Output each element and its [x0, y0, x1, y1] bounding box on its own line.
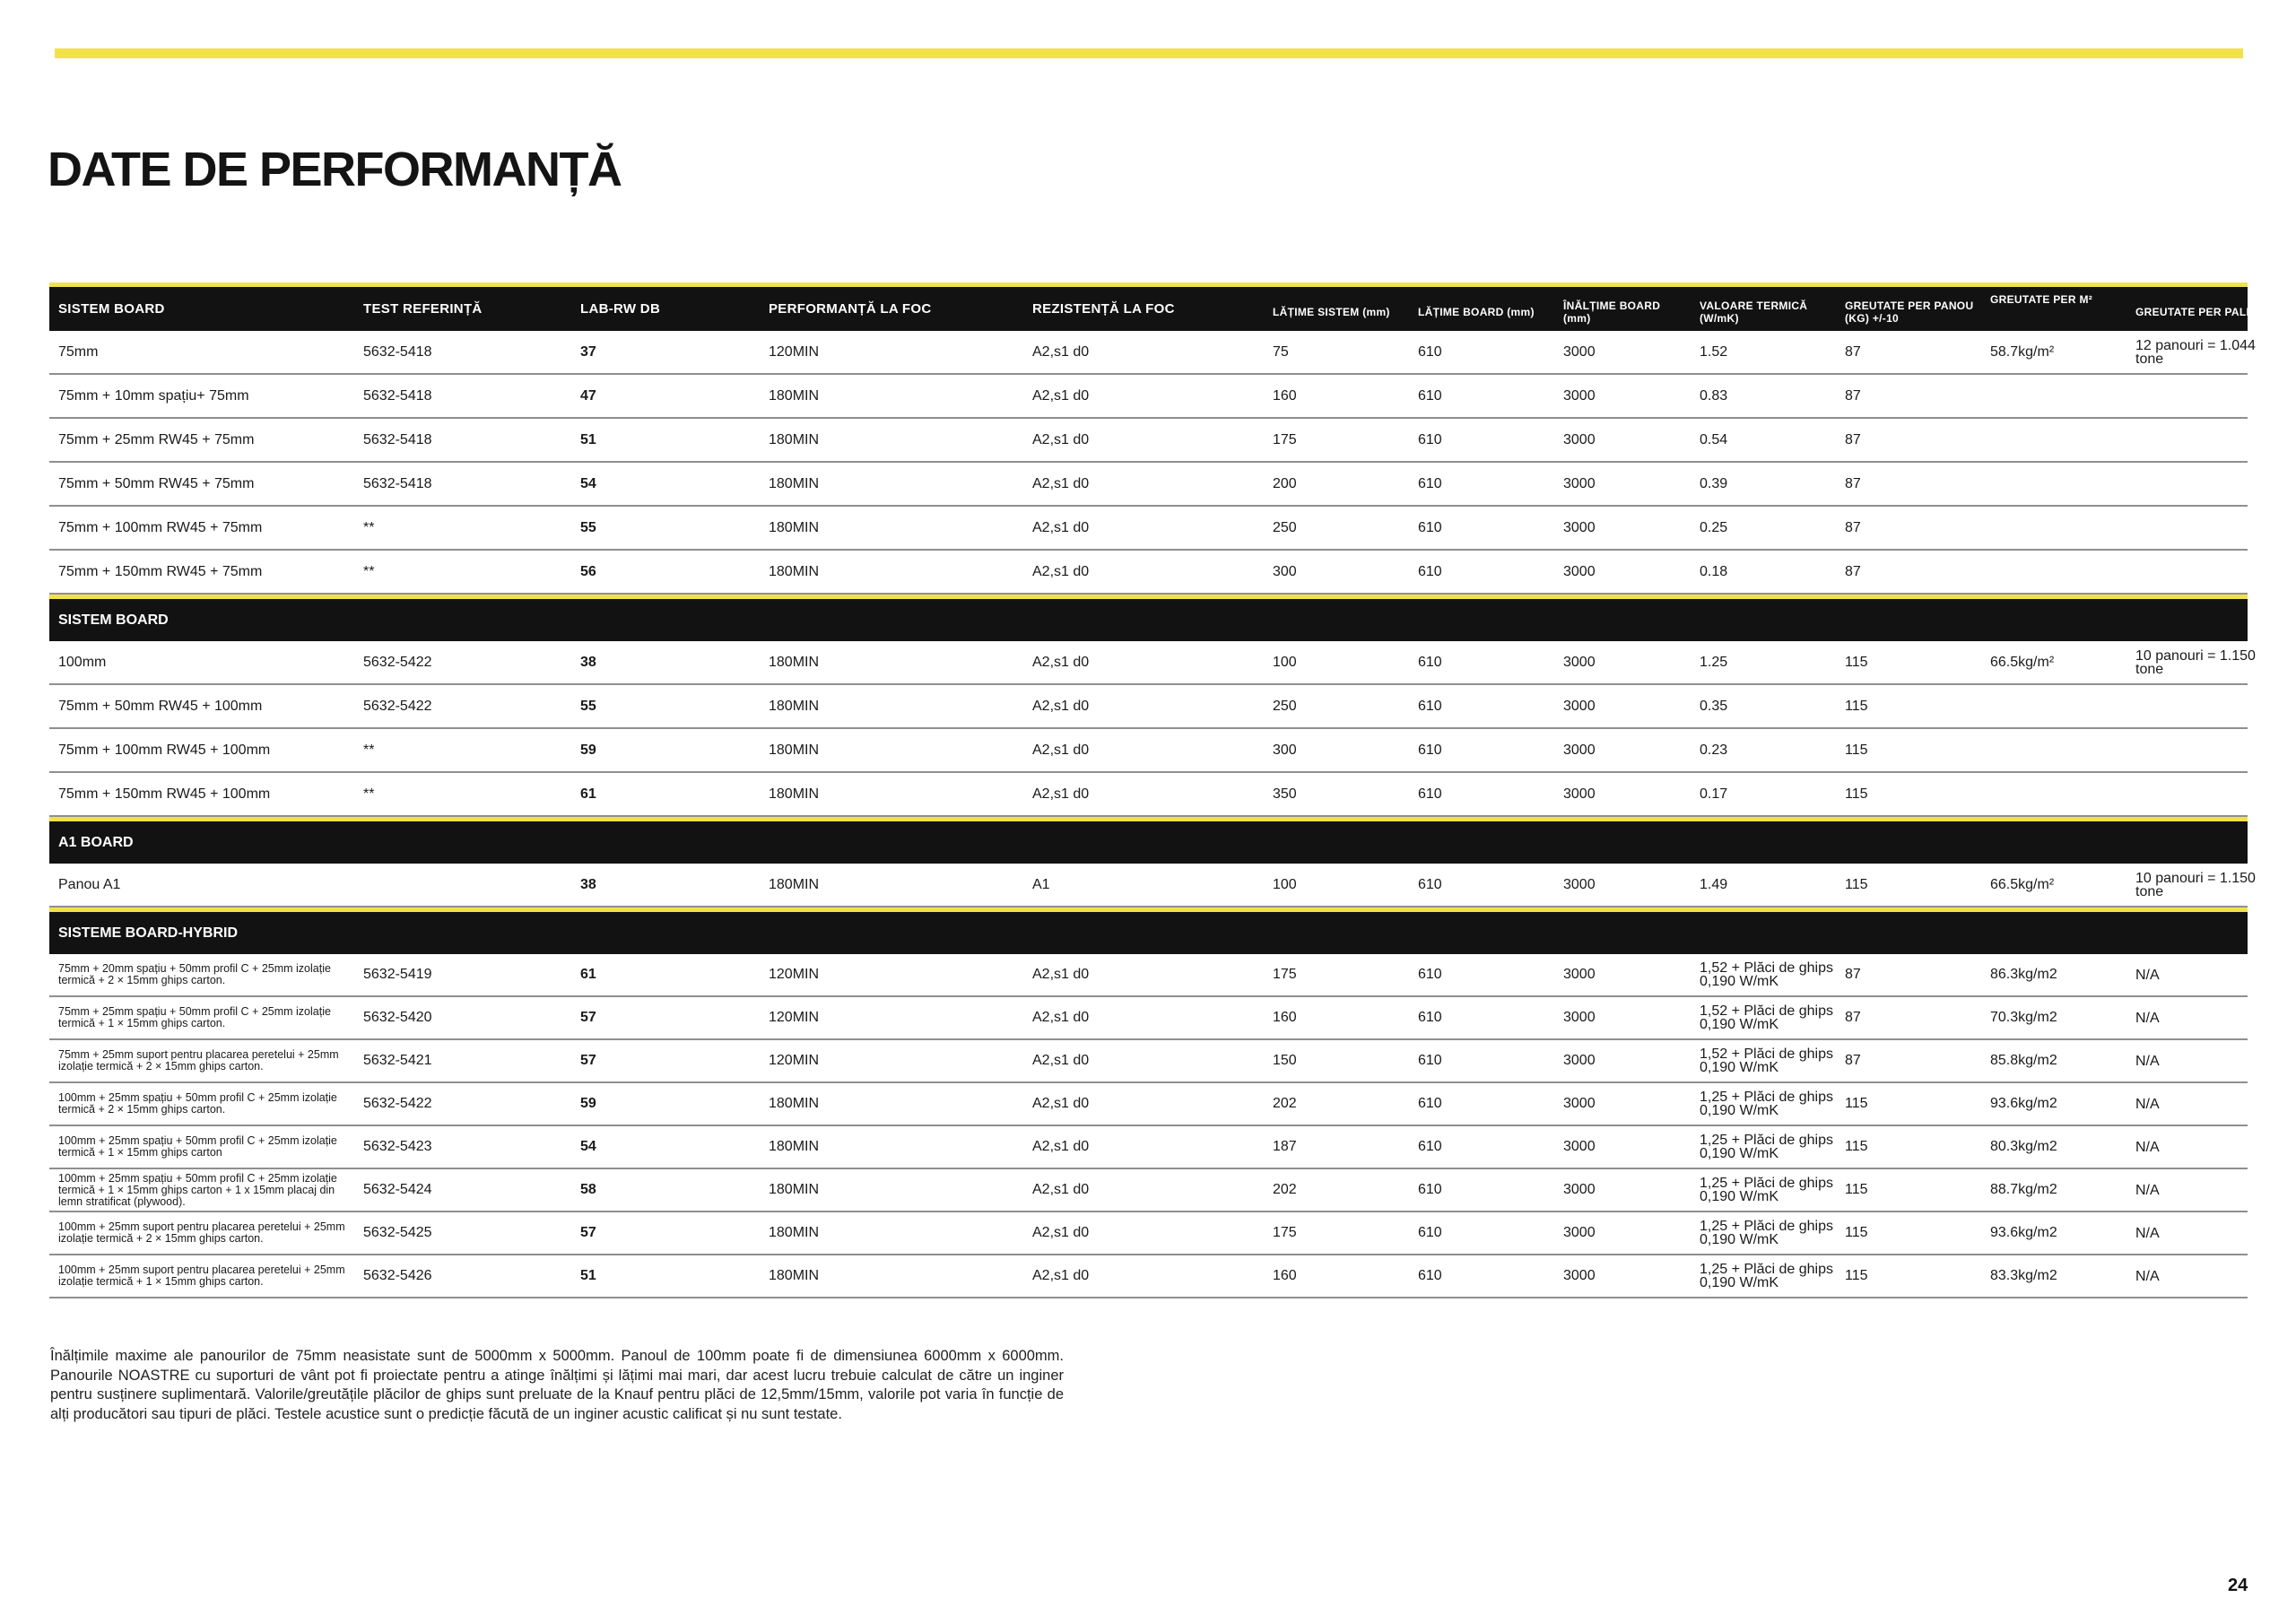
table-row: [49, 954, 2248, 997]
table-row: [49, 864, 2256, 908]
cell-system-width: 100: [1273, 654, 1297, 670]
header-weight-per-m2: GREUTATE PER M²: [1990, 293, 2093, 306]
cell-fire-resistance: A2,s1 d0: [1032, 967, 1090, 982]
cell-pallet-weight: N/A: [2135, 1010, 2160, 1026]
cell-board-width: 610: [1418, 475, 1442, 491]
cell-fire-resistance: A2,s1 d0: [1032, 1182, 1090, 1197]
cell-fire-performance: 180MIN: [769, 1268, 820, 1283]
cell-fire-performance: 120MIN: [769, 1010, 820, 1025]
cell-panel-weight: 115: [1845, 654, 1868, 670]
cell-test-ref: 5632-5419: [363, 967, 432, 982]
cell-test-ref: [354, 864, 571, 906]
cell-weight-per-m2: [1981, 773, 2126, 815]
cell-board-height: 3000: [1563, 967, 1596, 982]
cell-system-width: 250: [1273, 698, 1297, 714]
table-row: [49, 463, 2248, 507]
cell-panel-weight: 87: [1845, 475, 1861, 491]
header-system-width: LĂȚIME SISTEM (mm): [1273, 305, 1390, 318]
cell-board-height: 3000: [1563, 387, 1596, 404]
cell-pallet-weight: [2126, 375, 2283, 417]
cell-lab: 51: [580, 1268, 596, 1283]
cell-system: Panou A1: [58, 876, 121, 892]
table-row: [49, 507, 2248, 551]
cell-thermal-value: 1,25 + Plăci de ghips 0,190 W/mK: [1700, 1262, 1833, 1290]
cell-fire-resistance: A2,s1 d0: [1032, 1139, 1090, 1154]
cell-system: 75mm + 150mm RW45 + 100mm: [58, 786, 271, 802]
cell-system: 100mm + 25mm suport pentru placarea peretelui + 25mm izolație termică + 1 × 15mm ghips carton.: [58, 1264, 345, 1288]
group-a1-board: [49, 864, 2256, 908]
cell-fire-resistance: A2,s1 d0: [1032, 1053, 1090, 1068]
cell-pallet-weight: N/A: [2135, 1225, 2160, 1241]
cell-thermal-value: 0.23: [1700, 742, 1728, 758]
cell-system-width: 75: [1273, 343, 1289, 360]
cell-system: 75mm: [58, 343, 99, 360]
header-test-ref: TEST REFERINȚĂ: [363, 301, 483, 317]
cell-fire-resistance: A2,s1 d0: [1032, 1096, 1090, 1111]
cell-weight-per-m2: [1981, 551, 2126, 593]
cell-test-ref: 5632-5418: [363, 475, 432, 491]
cell-system-width: 300: [1273, 742, 1297, 758]
cell-fire-performance: 120MIN: [769, 1053, 820, 1068]
cell-weight-per-m2: 83.3kg/m2: [1990, 1268, 2057, 1283]
cell-test-ref: 5632-5426: [363, 1268, 432, 1283]
cell-lab: 61: [580, 967, 596, 982]
header-thermal-value: VALOARE TERMICĂ (W/mK): [1700, 299, 1808, 325]
cell-panel-weight: 87: [1845, 387, 1861, 404]
cell-board-width: 610: [1418, 1268, 1442, 1283]
cell-weight-per-m2: [1981, 419, 2126, 461]
cell-panel-weight: 87: [1845, 1010, 1861, 1025]
cell-system-width: 160: [1273, 387, 1297, 404]
cell-system: 75mm + 20mm spațiu + 50mm profil C + 25mm izolație termică + 2 × 15mm ghips carton.: [58, 962, 331, 986]
header-pallet-weight: GREUTATE PER PALET: [2135, 305, 2261, 318]
cell-thermal-value: 0.35: [1700, 698, 1728, 714]
cell-panel-weight: 115: [1845, 698, 1868, 714]
cell-weight-per-m2: 66.5kg/m²: [1990, 876, 2055, 892]
cell-system: 75mm + 100mm RW45 + 100mm: [58, 742, 271, 758]
cell-board-width: 610: [1418, 519, 1442, 535]
cell-panel-weight: 115: [1845, 1268, 1868, 1283]
header-panel-weight: GREUTATE PER PANOU (KG) +/-10: [1845, 299, 1974, 325]
cell-thermal-value: 1,25 + Plăci de ghips 0,190 W/mK: [1700, 1133, 1833, 1161]
cell-system: 75mm + 25mm spațiu + 50mm profil C + 25mm izolație termică + 1 × 15mm ghips carton.: [58, 1005, 331, 1029]
cell-board-width: 610: [1418, 1096, 1442, 1111]
table-row: [49, 419, 2248, 463]
cell-fire-performance: 120MIN: [769, 967, 820, 982]
table-row: [49, 1040, 2248, 1083]
cell-system: 100mm + 25mm spațiu + 50mm profil C + 25mm izolație termică + 1 × 15mm ghips carton + 1 x 15mm placaj din lemn stratificat (plywood).: [58, 1171, 337, 1208]
cell-fire-performance: 180MIN: [769, 1096, 820, 1111]
cell-test-ref: **: [363, 563, 375, 579]
cell-system-width: 202: [1273, 1182, 1297, 1197]
performance-table: [49, 282, 2261, 1298]
group-sistem-board-100: [49, 641, 2256, 817]
cell-lab: 57: [580, 1010, 596, 1025]
cell-test-ref: 5632-5420: [363, 1010, 432, 1025]
cell-system-width: 175: [1273, 431, 1297, 447]
cell-panel-weight: 87: [1845, 431, 1861, 447]
cell-fire-resistance: A2,s1 d0: [1032, 742, 1090, 758]
cell-thermal-value: 1.49: [1700, 876, 1728, 892]
cell-test-ref: 5632-5425: [363, 1225, 432, 1240]
cell-board-width: 610: [1418, 1053, 1442, 1068]
cell-thermal-value: 1,52 + Plăci de ghips 0,190 W/mK: [1700, 1003, 1833, 1032]
cell-fire-performance: 180MIN: [769, 1225, 820, 1240]
page-number: 24: [2228, 1576, 2248, 1595]
cell-system-width: 202: [1273, 1096, 1297, 1111]
cell-fire-resistance: A2,s1 d0: [1032, 1010, 1090, 1025]
cell-system: 100mm: [58, 654, 107, 670]
cell-system-width: 160: [1273, 1268, 1297, 1283]
cell-lab: 57: [580, 1225, 596, 1240]
cell-system-width: 250: [1273, 519, 1297, 535]
cell-lab: 54: [580, 1139, 596, 1154]
cell-system: 100mm + 25mm suport pentru placarea peretelui + 25mm izolație termică + 2 × 15mm ghips carton.: [58, 1220, 345, 1245]
cell-board-width: 610: [1418, 1182, 1442, 1197]
cell-weight-per-m2: [1981, 375, 2126, 417]
cell-system: 75mm + 100mm RW45 + 75mm: [58, 519, 263, 535]
cell-weight-per-m2: 93.6kg/m2: [1990, 1225, 2057, 1240]
cell-lab: 59: [580, 1096, 596, 1111]
cell-system: 75mm + 10mm spațiu+ 75mm: [58, 387, 249, 404]
cell-pallet-weight: [2126, 729, 2283, 771]
cell-test-ref: 5632-5421: [363, 1053, 432, 1068]
cell-board-height: 3000: [1563, 1182, 1596, 1197]
table-header-row: [49, 282, 2261, 331]
cell-thermal-value: 1,25 + Plăci de ghips 0,190 W/mK: [1700, 1219, 1833, 1247]
cell-system-width: 350: [1273, 786, 1297, 802]
cell-pallet-weight: [2126, 463, 2283, 505]
cell-system-width: 160: [1273, 1010, 1297, 1025]
cell-system: 100mm + 25mm spațiu + 50mm profil C + 25mm izolație termică + 1 × 15mm ghips carton: [58, 1134, 337, 1159]
cell-fire-performance: 180MIN: [769, 475, 820, 491]
cell-fire-resistance: A2,s1 d0: [1032, 1225, 1090, 1240]
table-row: [49, 773, 2248, 817]
cell-board-width: 610: [1418, 563, 1442, 579]
cell-fire-performance: 180MIN: [769, 387, 820, 404]
cell-board-height: 3000: [1563, 876, 1596, 892]
cell-fire-performance: 180MIN: [769, 1182, 820, 1197]
cell-board-width: 610: [1418, 343, 1442, 360]
cell-lab: 59: [580, 742, 596, 758]
header-board-height: ÎNĂLȚIME BOARD (mm): [1563, 299, 1661, 325]
cell-lab: 58: [580, 1182, 596, 1197]
cell-pallet-weight: [2126, 419, 2283, 461]
cell-panel-weight: 115: [1845, 742, 1868, 758]
cell-panel-weight: 115: [1845, 1139, 1868, 1154]
cell-system-width: 200: [1273, 475, 1297, 491]
cell-test-ref: 5632-5422: [363, 1096, 432, 1111]
cell-fire-performance: 120MIN: [769, 343, 820, 360]
cell-board-width: 610: [1418, 387, 1442, 404]
cell-board-height: 3000: [1563, 563, 1596, 579]
cell-system: 75mm + 50mm RW45 + 100mm: [58, 698, 263, 714]
cell-pallet-weight: 10 panouri = 1.150 tone: [2135, 870, 2256, 899]
cell-system-width: 175: [1273, 967, 1297, 982]
cell-pallet-weight: N/A: [2135, 1053, 2160, 1069]
table-row: [49, 641, 2256, 685]
cell-panel-weight: 87: [1845, 563, 1861, 579]
cell-pallet-weight: N/A: [2135, 1096, 2160, 1112]
cell-thermal-value: 0.39: [1700, 475, 1728, 491]
cell-board-height: 3000: [1563, 519, 1596, 535]
cell-system: 75mm + 150mm RW45 + 75mm: [58, 563, 263, 579]
cell-pallet-weight: N/A: [2135, 967, 2160, 983]
cell-panel-weight: 87: [1845, 343, 1861, 360]
cell-board-width: 610: [1418, 654, 1442, 670]
cell-fire-resistance: A2,s1 d0: [1032, 475, 1090, 491]
group-sistem-board-75: [49, 331, 2256, 595]
section-title-hybrid: SISTEME BOARD-HYBRID: [49, 908, 2248, 954]
cell-thermal-value: 0.18: [1700, 563, 1728, 579]
cell-board-height: 3000: [1563, 1139, 1596, 1154]
cell-pallet-weight: N/A: [2135, 1182, 2160, 1198]
cell-board-width: 610: [1418, 698, 1442, 714]
cell-weight-per-m2: [1981, 685, 2126, 727]
cell-weight-per-m2: 66.5kg/m²: [1990, 654, 2055, 670]
cell-pallet-weight: [2126, 685, 2283, 727]
cell-panel-weight: 115: [1845, 1182, 1868, 1197]
cell-board-width: 610: [1418, 742, 1442, 758]
cell-system: 75mm + 25mm suport pentru placarea peretelui + 25mm izolație termică + 2 × 15mm ghips carton.: [58, 1048, 339, 1073]
cell-pallet-weight: N/A: [2135, 1268, 2160, 1284]
cell-panel-weight: 87: [1845, 1053, 1861, 1068]
cell-fire-resistance: A2,s1 d0: [1032, 343, 1090, 360]
cell-pallet-weight: [2126, 773, 2283, 815]
cell-panel-weight: 87: [1845, 519, 1861, 535]
cell-thermal-value: 1,25 + Plăci de ghips 0,190 W/mK: [1700, 1176, 1833, 1204]
cell-board-width: 610: [1418, 1225, 1442, 1240]
cell-test-ref: 5632-5422: [363, 698, 432, 714]
cell-system: 75mm + 25mm RW45 + 75mm: [58, 431, 255, 447]
cell-board-height: 3000: [1563, 1225, 1596, 1240]
cell-board-width: 610: [1418, 431, 1442, 447]
cell-lab: 61: [580, 786, 596, 802]
cell-pallet-weight: 12 panouri = 1.044 tone: [2135, 337, 2256, 367]
cell-weight-per-m2: [1981, 463, 2126, 505]
cell-pallet-weight: N/A: [2135, 1139, 2160, 1155]
footnote: Înălțimile maxime ale panourilor de 75mm neasistate sunt de 5000mm x 5000mm. Panoul de 100mm poate fi de dimensiunea 6000mm x 6000mm. Panourile NOASTRE cu suporturi de vânt pot fi proiectate pentru a atinge înălțimi și lățimi mai mari, dar acest lucru trebuie calculat de către un inginer pentru susținere suplimentară. Valorile/greutățile plăcilor de ghips sunt preluate de la Knauf pentru plăci de 12,5mm/15mm, valorile pot varia în funcție de alți producători sau tipuri de plăci. Testele acustice sunt o predicție făcută de un inginer acustic calificat și nu sunt testate.: [50, 1348, 1064, 1422]
cell-thermal-value: 0.54: [1700, 431, 1728, 447]
header-fire-performance: PERFORMANȚĂ LA FOC: [769, 301, 932, 317]
cell-lab: 54: [580, 475, 596, 491]
cell-system-width: 150: [1273, 1053, 1297, 1068]
cell-board-height: 3000: [1563, 431, 1596, 447]
cell-lab: 51: [580, 431, 596, 447]
cell-board-height: 3000: [1563, 786, 1596, 802]
cell-lab: 55: [580, 519, 596, 535]
cell-system: 75mm + 50mm RW45 + 75mm: [58, 475, 255, 491]
cell-board-width: 610: [1418, 876, 1442, 892]
cell-test-ref: 5632-5418: [363, 431, 432, 447]
cell-board-width: 610: [1418, 1010, 1442, 1025]
cell-thermal-value: 1,52 + Plăci de ghips 0,190 W/mK: [1700, 1046, 1833, 1075]
cell-system: 100mm + 25mm spațiu + 50mm profil C + 25mm izolație termică + 2 × 15mm ghips carton.: [58, 1091, 337, 1116]
cell-test-ref: **: [363, 742, 375, 758]
cell-fire-resistance: A2,s1 d0: [1032, 431, 1090, 447]
cell-board-width: 610: [1418, 967, 1442, 982]
table-row: [49, 997, 2248, 1040]
cell-fire-performance: 180MIN: [769, 698, 820, 714]
header-fire-resistance: REZISTENȚĂ LA FOC: [1032, 301, 1175, 317]
table-row: [49, 1169, 2248, 1212]
cell-test-ref: 5632-5418: [363, 343, 432, 360]
cell-fire-performance: 180MIN: [769, 742, 820, 758]
cell-weight-per-m2: [1981, 507, 2126, 549]
cell-thermal-value: 0.25: [1700, 519, 1728, 535]
cell-pallet-weight: [2126, 507, 2283, 549]
table-row: [49, 1212, 2248, 1255]
cell-fire-resistance: A2,s1 d0: [1032, 387, 1090, 404]
cell-fire-resistance: A2,s1 d0: [1032, 698, 1090, 714]
cell-weight-per-m2: 88.7kg/m2: [1990, 1182, 2057, 1197]
header-lab: LAB-RW DB: [580, 301, 661, 317]
table-row: [49, 375, 2248, 419]
cell-lab: 47: [580, 387, 596, 404]
cell-fire-performance: 180MIN: [769, 876, 820, 892]
page-title: DATE DE PERFORMANȚĂ: [48, 143, 622, 196]
cell-board-height: 3000: [1563, 698, 1596, 714]
cell-lab: 38: [580, 654, 596, 670]
header-system: SISTEM BOARD: [58, 301, 165, 317]
cell-test-ref: 5632-5418: [363, 387, 432, 404]
cell-pallet-weight: 10 panouri = 1.150 tone: [2135, 647, 2256, 677]
cell-board-width: 610: [1418, 786, 1442, 802]
cell-board-height: 3000: [1563, 1096, 1596, 1111]
cell-thermal-value: 0.17: [1700, 786, 1728, 802]
cell-board-height: 3000: [1563, 343, 1596, 360]
table-row: [49, 1083, 2248, 1126]
cell-thermal-value: 1.25: [1700, 654, 1728, 670]
cell-fire-resistance: A2,s1 d0: [1032, 519, 1090, 535]
cell-fire-resistance: A2,s1 d0: [1032, 563, 1090, 579]
cell-weight-per-m2: [1981, 729, 2126, 771]
cell-board-height: 3000: [1563, 742, 1596, 758]
cell-weight-per-m2: 80.3kg/m2: [1990, 1139, 2057, 1154]
cell-fire-resistance: A1: [1032, 876, 1050, 892]
header-board-width: LĂȚIME BOARD (mm): [1418, 305, 1535, 318]
cell-system-width: 187: [1273, 1139, 1297, 1154]
cell-weight-per-m2: 93.6kg/m2: [1990, 1096, 2057, 1111]
cell-thermal-value: 1.52: [1700, 343, 1728, 360]
cell-fire-performance: 180MIN: [769, 563, 820, 579]
cell-lab: 56: [580, 563, 596, 579]
cell-lab: 57: [580, 1053, 596, 1068]
cell-board-height: 3000: [1563, 1010, 1596, 1025]
cell-fire-resistance: A2,s1 d0: [1032, 654, 1090, 670]
cell-thermal-value: 1,25 + Plăci de ghips 0,190 W/mK: [1700, 1090, 1833, 1118]
cell-thermal-value: 0.83: [1700, 387, 1728, 404]
section-title-sistem-board: SISTEM BOARD: [49, 595, 2248, 641]
cell-test-ref: 5632-5423: [363, 1139, 432, 1154]
cell-panel-weight: 115: [1845, 1096, 1868, 1111]
cell-fire-resistance: A2,s1 d0: [1032, 786, 1090, 802]
cell-test-ref: **: [363, 786, 375, 802]
cell-weight-per-m2: 86.3kg/m2: [1990, 967, 2057, 982]
section-title-a1-board: A1 BOARD: [49, 817, 2248, 864]
cell-board-height: 3000: [1563, 475, 1596, 491]
table-row: [49, 1255, 2248, 1298]
cell-fire-performance: 180MIN: [769, 654, 820, 670]
cell-test-ref: 5632-5422: [363, 654, 432, 670]
table-row: [49, 1126, 2248, 1169]
table-row: [49, 331, 2256, 375]
cell-fire-performance: 180MIN: [769, 431, 820, 447]
table-row: [49, 729, 2248, 773]
cell-system-width: 300: [1273, 563, 1297, 579]
table-row: [49, 551, 2248, 595]
cell-system-width: 100: [1273, 876, 1297, 892]
cell-thermal-value: 1,52 + Plăci de ghips 0,190 W/mK: [1700, 960, 1833, 989]
top-accent-rule: [55, 48, 2243, 58]
cell-pallet-weight: [2126, 551, 2283, 593]
cell-board-height: 3000: [1563, 1268, 1596, 1283]
cell-board-width: 610: [1418, 1139, 1442, 1154]
cell-fire-performance: 180MIN: [769, 519, 820, 535]
cell-board-height: 3000: [1563, 1053, 1596, 1068]
cell-weight-per-m2: 70.3kg/m2: [1990, 1010, 2057, 1025]
cell-panel-weight: 87: [1845, 967, 1861, 982]
cell-fire-performance: 180MIN: [769, 1139, 820, 1154]
cell-board-height: 3000: [1563, 654, 1596, 670]
cell-test-ref: **: [363, 519, 375, 535]
cell-lab: 55: [580, 698, 596, 714]
cell-panel-weight: 115: [1845, 786, 1868, 802]
cell-fire-resistance: A2,s1 d0: [1032, 1268, 1090, 1283]
cell-fire-performance: 180MIN: [769, 786, 820, 802]
group-board-hybrid: [49, 954, 2248, 1298]
cell-panel-weight: 115: [1845, 876, 1868, 892]
cell-weight-per-m2: 58.7kg/m²: [1990, 343, 2055, 360]
cell-lab: 37: [580, 343, 596, 360]
cell-test-ref: 5632-5424: [363, 1182, 432, 1197]
cell-system-width: 175: [1273, 1225, 1297, 1240]
cell-weight-per-m2: 85.8kg/m2: [1990, 1053, 2057, 1068]
table-row: [49, 685, 2248, 729]
cell-lab: 38: [580, 876, 596, 892]
cell-panel-weight: 115: [1845, 1225, 1868, 1240]
